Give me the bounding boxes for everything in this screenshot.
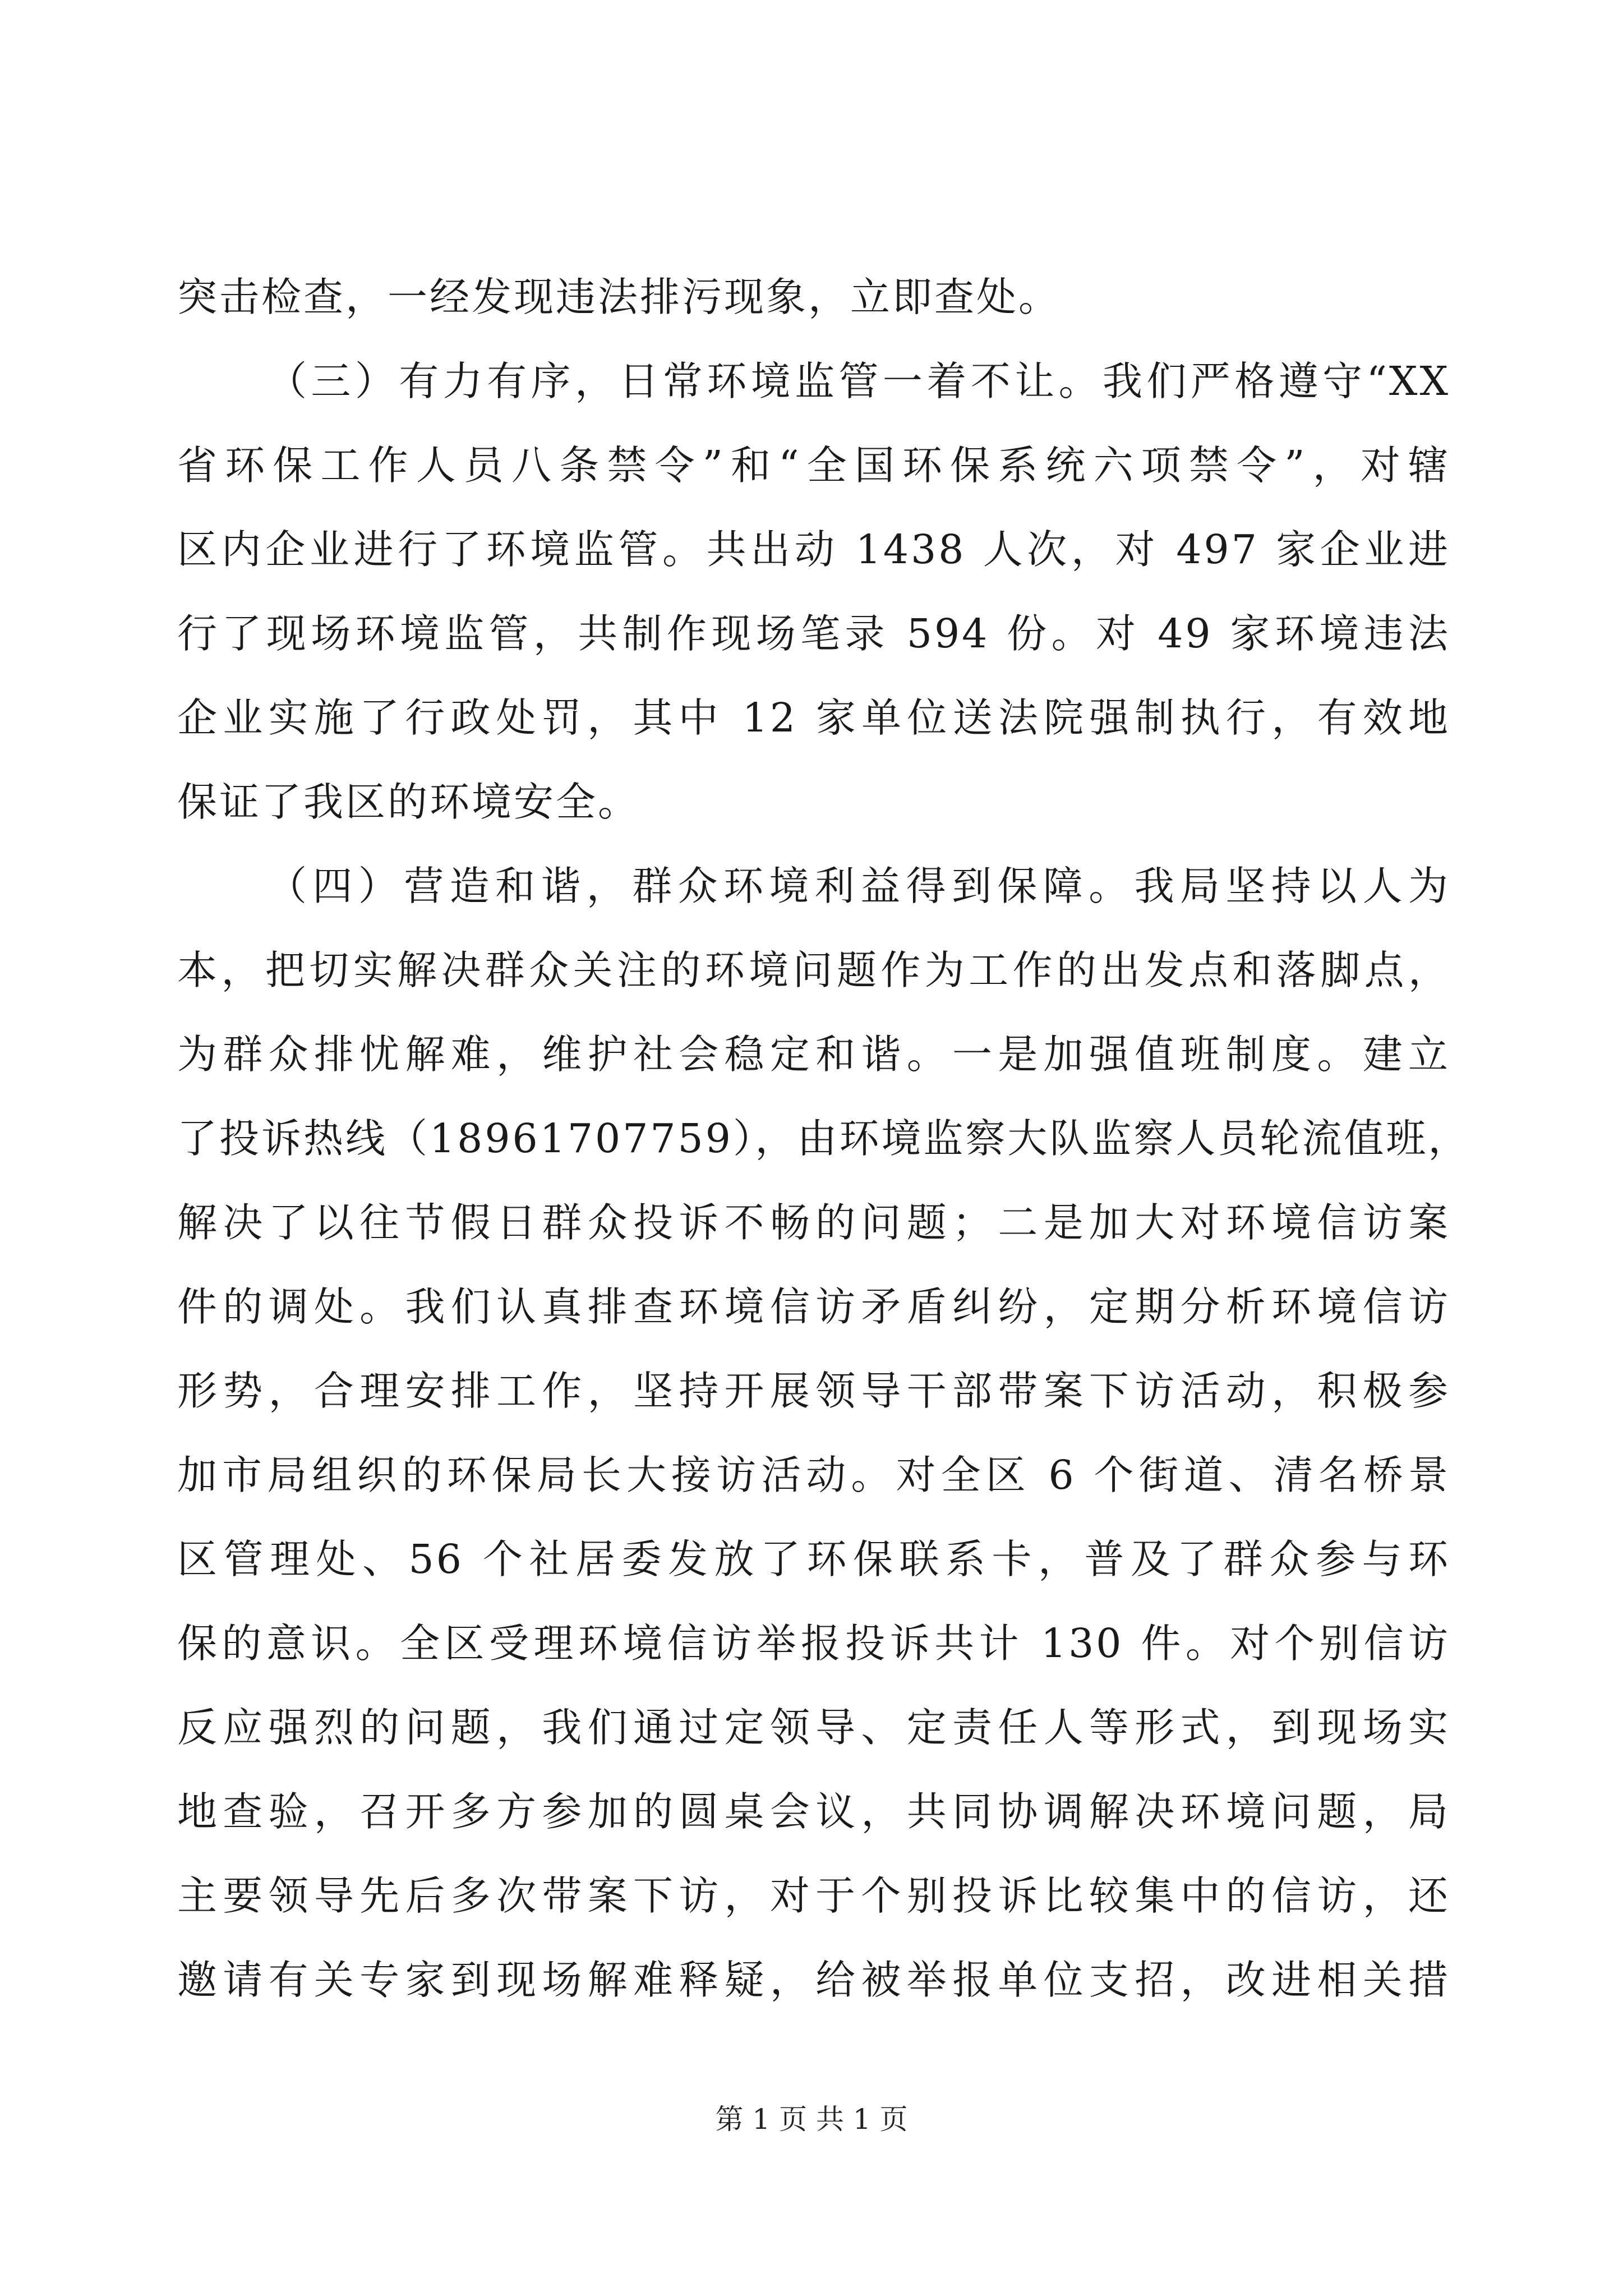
paragraph-line: 件的调处。我们认真排查环境信访矛盾纠纷，定期分析环境信访 [177, 1283, 1450, 1330]
paragraph-line: 省环保工作人员八条禁令”和“全国环保系统六项禁令”，对辖 [177, 442, 1450, 489]
paragraph-line: 突击检查，一经发现违法排污现象，立即查处。 [177, 274, 1061, 320]
paragraph-line: 反应强烈的问题，我们通过定领导、定责任人等形式，到现场实 [177, 1704, 1450, 1751]
paragraph-line: 主要领导先后多次带案下访，对于个别投诉比较集中的信访，还 [177, 1872, 1450, 1919]
paragraph-line: 解决了以往节假日群众投诉不畅的问题；二是加大对环境信访案 [177, 1199, 1450, 1246]
paragraph-line: 地查验，召开多方参加的圆桌会议，共同协调解决环境问题，局 [177, 1788, 1450, 1835]
paragraph-line: 区管理处、56 个社居委发放了环保联系卡，普及了群众参与环 [177, 1536, 1450, 1582]
paragraph-line: 为群众排忧解难，维护社会稳定和谐。一是加强值班制度。建立 [177, 1031, 1450, 1078]
paragraph-line: 保证了我区的环境安全。 [177, 779, 640, 825]
paragraph-line: 保的意识。全区受理环境信访举报投诉共计 130 件。对个别信访 [177, 1620, 1450, 1667]
paragraph-line: 邀请有关专家到现场解难释疑，给被举报单位支招，改进相关措 [177, 1957, 1450, 2003]
paragraph-line: 了投诉热线（18961707759），由环境监察大队监察人员轮流值班， [177, 1115, 1470, 1162]
paragraph-line: （三）有力有序，日常环境监管一着不让。我们严格遵守“XX [267, 358, 1450, 404]
paragraph-line: 行了现场环境监管，共制作现场笔录 594 份。对 49 家环境违法 [177, 610, 1450, 657]
page-number-footer: 第 1 页 共 1 页 [715, 2103, 908, 2136]
paragraph-line: （四）营造和谐，群众环境利益得到保障。我局坚持以人为 [267, 863, 1450, 909]
paragraph-line: 企业实施了行政处罚，其中 12 家单位送法院强制执行，有效地 [177, 694, 1450, 741]
paragraph-line: 形势，合理安排工作，坚持开展领导干部带案下访活动，积极参 [177, 1368, 1450, 1414]
paragraph-line: 区内企业进行了环境监管。共出动 1438 人次，对 497 家企业进 [177, 526, 1450, 573]
paragraph-line: 加市局组织的环保局长大接访活动。对全区 6 个街道、清名桥景 [177, 1452, 1450, 1498]
paragraph-line: 本，把切实解决群众关注的环境问题作为工作的出发点和落脚点， [177, 947, 1450, 993]
